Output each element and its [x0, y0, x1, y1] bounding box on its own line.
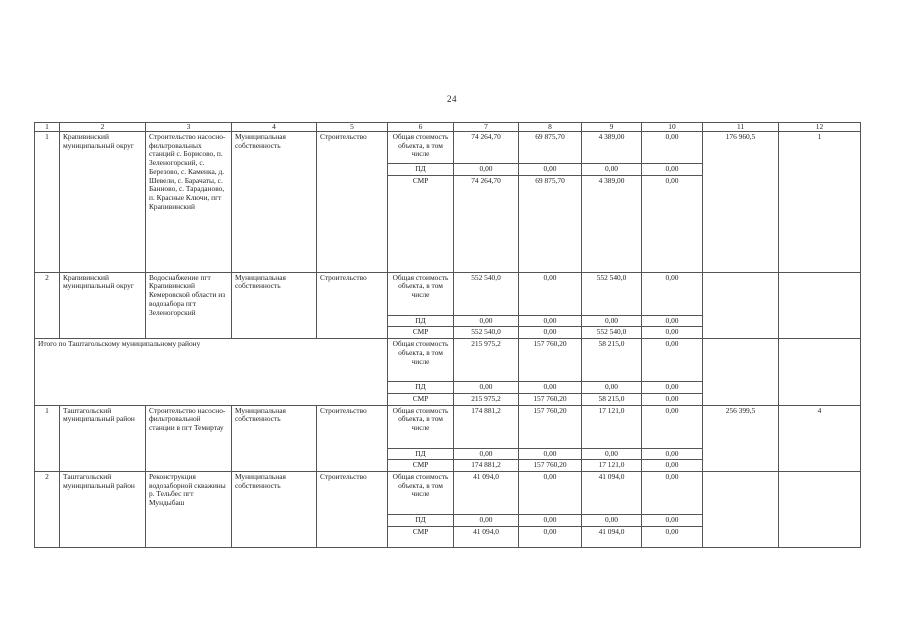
investment-table: [34, 122, 861, 548]
total-value-cell: 0,00: [519, 471, 582, 514]
column-header: 8: [519, 123, 582, 132]
total-value-cell: 0,00: [519, 272, 582, 315]
column-header: 4: [232, 123, 317, 132]
pd-value-cell: 0,00: [642, 315, 703, 327]
ownership-cell: Муниципальная собственность: [232, 405, 317, 471]
total-value-cell: 552 540,0: [582, 272, 642, 315]
total-value-cell: 0,00: [642, 132, 703, 164]
pd-value-cell: 0,00: [642, 382, 703, 394]
work-type-cell: Строительство: [317, 272, 388, 338]
total-value-cell: 0,00: [642, 471, 703, 514]
pd-label-cell: ПД: [388, 315, 454, 327]
pd-value-cell: 0,00: [519, 382, 582, 394]
work-type-cell: Строительство: [317, 405, 388, 471]
object-cell: Водоснабжение пгт Крапивинский Кемеровской области из водозабора пгт Зеленогорский: [146, 272, 232, 338]
smr-value-cell: 41 094,0: [454, 526, 519, 547]
smr-value-cell: 0,00: [519, 526, 582, 547]
pd-value-cell: 0,00: [582, 315, 642, 327]
column-header: 5: [317, 123, 388, 132]
pd-value-cell: 0,00: [454, 382, 519, 394]
table-row: [35, 405, 861, 448]
ownership-cell: Муниципальная собственность: [232, 471, 317, 547]
work-type-cell: Строительство: [317, 132, 388, 273]
object-cell: Строительство насосно-фильтровальной станции в пгт Темиртау: [146, 405, 232, 471]
smr-value-cell: 74 264,70: [454, 175, 519, 272]
header-row: [35, 123, 861, 132]
total-value-cell: 0,00: [642, 272, 703, 315]
total-value-cell: 41 094,0: [454, 471, 519, 514]
page-number: 24: [447, 94, 457, 104]
object-cell: Строительство насосно-фильтровальных станций с. Борисово, п. Зеленогорский, с. Березово, с. Каменка, д. Шевели, с. Барачаты, с. Банново, с. Тараданово, п. Красные Ключи, пгт Крапивинский: [146, 132, 232, 273]
pd-value-cell: 0,00: [582, 164, 642, 176]
smr-value-cell: 4 389,00: [582, 175, 642, 272]
total-value-cell: 215 975,2: [454, 339, 519, 382]
pd-value-cell: 0,00: [519, 315, 582, 327]
column-header: 3: [146, 123, 232, 132]
cost-label-cell: Общая стоимость объекта, в том числе: [388, 471, 454, 514]
smr-value-cell: 157 760,20: [519, 460, 582, 472]
smr-label-cell: СМР: [388, 460, 454, 472]
cost-label-cell: Общая стоимость объекта, в том числе: [388, 339, 454, 382]
smr-value-cell: 174 881,2: [454, 460, 519, 472]
col11-cell: 256 399,5: [703, 405, 779, 471]
smr-value-cell: 58 215,0: [582, 393, 642, 405]
col11-cell: [703, 339, 779, 405]
total-value-cell: 69 875,70: [519, 132, 582, 164]
smr-label-cell: СМР: [388, 175, 454, 272]
col12-cell: [779, 339, 861, 405]
district-cell: Таштагольский муниципальный район: [60, 471, 146, 547]
smr-value-cell: 215 975,2: [454, 393, 519, 405]
smr-value-cell: 552 540,0: [454, 327, 519, 339]
pd-value-cell: 0,00: [642, 164, 703, 176]
subtotal-label: Итого по Таштагольскому муниципальному району: [35, 339, 388, 405]
row-number-cell: 2: [35, 272, 60, 338]
table-row: [35, 272, 861, 315]
pd-label-cell: ПД: [388, 164, 454, 176]
district-cell: Крапивинский муниципальный округ: [60, 132, 146, 273]
cost-label-cell: Общая стоимость объекта, в том числе: [388, 272, 454, 315]
row-number-cell: 2: [35, 471, 60, 547]
column-header: 11: [703, 123, 779, 132]
pd-value-cell: 0,00: [582, 514, 642, 526]
col12-cell: [779, 471, 861, 547]
col12-cell: 1: [779, 132, 861, 273]
smr-value-cell: 0,00: [642, 327, 703, 339]
total-value-cell: 157 760,20: [519, 405, 582, 448]
pd-value-cell: 0,00: [582, 382, 642, 394]
pd-label-cell: ПД: [388, 382, 454, 394]
row-number-cell: 1: [35, 132, 60, 273]
smr-value-cell: 0,00: [642, 526, 703, 547]
column-header: 1: [35, 123, 60, 132]
pd-value-cell: 0,00: [454, 514, 519, 526]
smr-value-cell: 552 540,0: [582, 327, 642, 339]
total-value-cell: 58 215,0: [582, 339, 642, 382]
col12-cell: 4: [779, 405, 861, 471]
pd-value-cell: 0,00: [519, 514, 582, 526]
pd-label-cell: ПД: [388, 448, 454, 460]
pd-value-cell: 0,00: [454, 448, 519, 460]
smr-value-cell: 0,00: [519, 327, 582, 339]
pd-value-cell: 0,00: [454, 164, 519, 176]
column-header: 10: [642, 123, 703, 132]
total-value-cell: 74 264,70: [454, 132, 519, 164]
cost-label-cell: Общая стоимость объекта, в том числе: [388, 405, 454, 448]
total-value-cell: 41 094,0: [582, 471, 642, 514]
pd-value-cell: 0,00: [519, 448, 582, 460]
smr-value-cell: 0,00: [642, 393, 703, 405]
pd-value-cell: 0,00: [642, 514, 703, 526]
pd-value-cell: 0,00: [519, 164, 582, 176]
smr-value-cell: 0,00: [642, 460, 703, 472]
district-cell: Крапивинский муниципальный округ: [60, 272, 146, 338]
smr-label-cell: СМР: [388, 393, 454, 405]
smr-value-cell: 41 094,0: [582, 526, 642, 547]
pd-label-cell: ПД: [388, 514, 454, 526]
smr-value-cell: 69 875,70: [519, 175, 582, 272]
ownership-cell: Муниципальная собственность: [232, 132, 317, 273]
object-cell: Реконструкция водозаборной скважины р. Тельбес пгт Мундыбаш: [146, 471, 232, 547]
column-header: 9: [582, 123, 642, 132]
smr-value-cell: 17 121,0: [582, 460, 642, 472]
row-number-cell: 1: [35, 405, 60, 471]
smr-label-cell: СМР: [388, 327, 454, 339]
subtotal-row: [35, 339, 861, 382]
table-row: [35, 471, 861, 514]
smr-value-cell: 0,00: [642, 175, 703, 272]
table-row: [35, 132, 861, 164]
column-header: 12: [779, 123, 861, 132]
col12-cell: [779, 272, 861, 338]
pd-value-cell: 0,00: [454, 315, 519, 327]
total-value-cell: 0,00: [642, 405, 703, 448]
smr-value-cell: 157 760,20: [519, 393, 582, 405]
col11-cell: [703, 272, 779, 338]
column-header: 2: [60, 123, 146, 132]
col11-cell: [703, 471, 779, 547]
work-type-cell: Строительство: [317, 471, 388, 547]
table-body: [35, 123, 861, 548]
total-value-cell: 552 540,0: [454, 272, 519, 315]
pd-value-cell: 0,00: [582, 448, 642, 460]
cost-label-cell: Общая стоимость объекта, в том числе: [388, 132, 454, 164]
total-value-cell: 157 760,20: [519, 339, 582, 382]
total-value-cell: 17 121,0: [582, 405, 642, 448]
total-value-cell: 4 389,00: [582, 132, 642, 164]
district-cell: Таштагольский муниципальный район: [60, 405, 146, 471]
smr-label-cell: СМР: [388, 526, 454, 547]
total-value-cell: 0,00: [642, 339, 703, 382]
col11-cell: 176 960,5: [703, 132, 779, 273]
ownership-cell: Муниципальная собственность: [232, 272, 317, 338]
column-header: 7: [454, 123, 519, 132]
pd-value-cell: 0,00: [642, 448, 703, 460]
column-header: 6: [388, 123, 454, 132]
total-value-cell: 174 881,2: [454, 405, 519, 448]
